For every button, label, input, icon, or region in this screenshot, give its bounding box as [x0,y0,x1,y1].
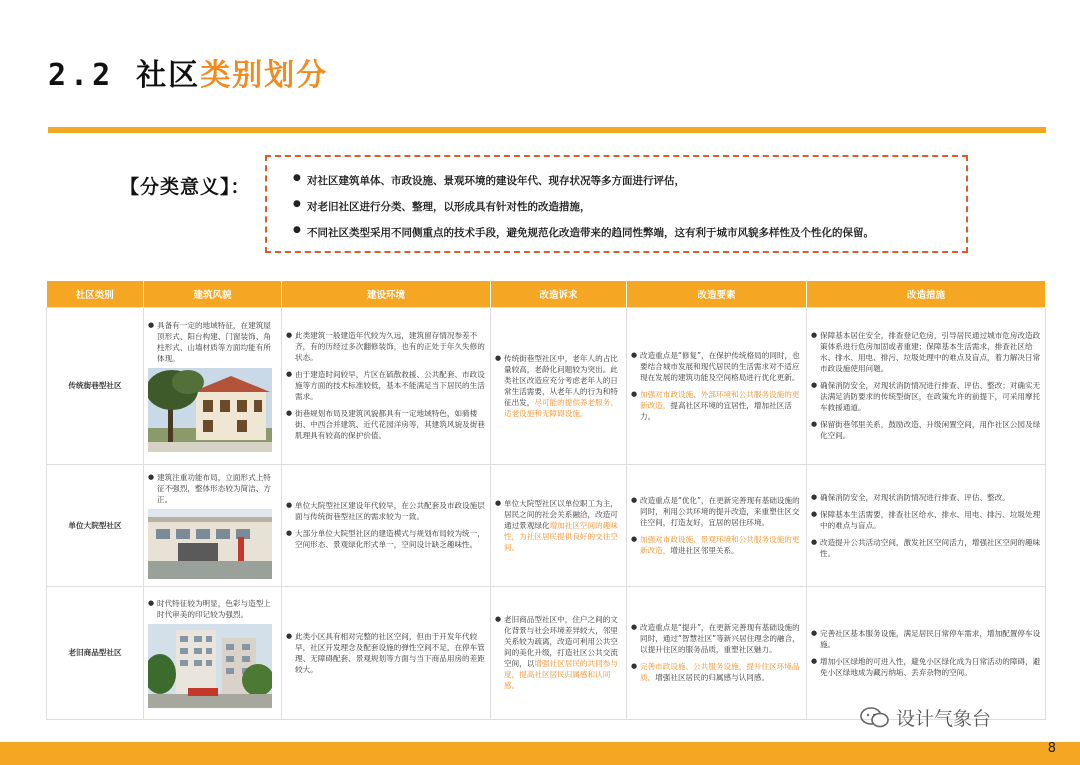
watermark-text: 设计气象台 [896,708,992,730]
demand-text: ● 传统街巷型社区中，老年人的占比量较高，老龄化问题较为突出。此类社区改造应充分考虑老年人的日常生活需要，从老年人的行为和特征出发，尽可能的提供养老服务、适老设施和无障碍设施。 [495,353,622,419]
category-cell: 老旧商品型社区 [47,586,144,719]
significance-item: ● 对社区建筑单体、市政设施、景观环境的建设年代、现存状况等多方面进行评估， [293,173,944,188]
category-cell: 传统街巷型社区 [47,307,144,464]
header-category: 社区类别 [47,281,144,307]
demand-cell [491,464,627,586]
wechat-icon [860,707,890,729]
commercial-housing-photo [148,624,272,708]
title-part-orange: 类别划分 [200,58,329,93]
demand-text: ● 单位大院型社区以单位职工为主，居民之间的社会关系融洽，改造可通过景观绿化增加社区空间的趣味性，为社区居民提供良好的交往空间。 [495,498,622,553]
factor-text: ● 改造重点是“修复”，在保护传统格局的同时，也要结合城市发展和现代居民的生活需求对不适应现在发展的建筑功能及空间格局进行优化更新。 [631,350,802,383]
factor-text: ● 改造重点是“优化”，在更新完善现有基础设施的同时，利用公共环境的提升改造，来重塑住区交往空间，打造友好，宜居的居住环境。 [631,495,802,528]
significance-label: 【分类意义】： [120,176,251,198]
demand-highlight: 尽可能的提供养老服务、适老设施和无障碍设施。 [504,397,618,418]
factor-highlight: 加强对市政设施、景观环境和公共服务设施的更新改造， [640,534,800,555]
factor-text: ● 完善市政设施、公共服务设施，提升住区环境品质，增强社区居民的归属感与认同感。 [631,661,802,683]
measure-text: ● 改造提升公共活动空间，激发社区空间活力，增强社区空间的趣味性。 [811,537,1041,559]
header-demand: 改造诉求 [491,281,627,307]
title-divider [48,127,1046,133]
header-style: 建筑风貌 [144,281,282,307]
demand-text: ● 老旧商品型社区中，住户之间的文化背景与社会环境差异较大，邻里关系较为疏离，改造可利用公共空间的美化升级，打造社区公共交流空间，以增强社区居民的共同参与度，提高社区居民归属感和认同感。 [495,614,622,691]
factor-text: ● 加强对市政设施、景观环境和公共服务设施的更新改造，增进社区邻里关系。 [631,534,802,556]
section-number: 2.2 [48,58,115,93]
demand-cell [491,307,627,464]
factor-highlight: 完善市政设施、公共服务设施，提升住区环境品质， [640,662,800,682]
environment-cell [282,464,491,586]
table-row [47,586,1046,719]
style-text: ● 建筑注重功能布局，立面形式上特征不强烈，整体形态较为简洁、方正。 [148,472,277,505]
environment-text: ● 此类建筑一般建造年代较为久远，建筑留存情况参差不齐，有的历经过多次翻修装饰，也有的正处于年久失修的状态。 [286,330,486,363]
environment-text: ● 大部分单位大院型社区的建造模式与规划布局较为统一，空间形态、景观绿化形式单一，空间设计缺乏趣味性。 [286,528,486,550]
measures-cell [807,307,1046,464]
environment-text: ● 街巷规划布局及建筑风貌都具有一定地域特色，如骑楼街、中西合并建筑、近代花园洋房等，其建筑风貌及街巷肌理具有较高的保护价值。 [286,408,486,441]
factors-cell [627,464,807,586]
measure-text: ● 确保消防安全，对现状消防情况进行排查、评估、整改；对确实无法满足消防要求的传统型街区，在政策允许的前提下，可采用摩托车救援通道。 [811,380,1041,413]
environment-cell [282,307,491,464]
significance-item: ● 对老旧社区进行分类、整理，以形成具有针对性的改造措施， [293,199,944,214]
demand-cell [491,586,627,719]
measures-cell [807,586,1046,719]
table-header-row [47,281,1046,307]
header-environment: 建设环境 [282,281,491,307]
unit-compound-photo [148,509,272,579]
table-row [47,307,1046,464]
measure-text: ● 完善社区基本服务设施，满足居民日常停车需求，增加配置停车设施。 [811,628,1041,650]
factor-text: ● 加强对市政设施、外部环境和公共服务设施的更新改造，提高社区环境的宜居性，增加社区活力。 [631,389,802,422]
significance-box [265,155,968,253]
category-cell: 单位大院型社区 [47,464,144,586]
style-cell [144,464,282,586]
watermark [860,704,991,731]
traditional-street-photo [148,368,272,452]
factors-cell [627,307,807,464]
measure-text: ● 保障基本生活需要，排查社区给水、排水、用电、排污、垃圾处理中的难点与盲点。 [811,509,1041,531]
environment-text: ● 由于建造时间较早，片区在硫散救援、公共配套、市政设施等方面的技术标准较低，基本不能满足当下居民的生活需求。 [286,369,486,402]
significance-item: ● 不同社区类型采用不同侧重点的技术手段，避免规范化改造带来的趋同性弊端，这有利于城市风貌多样性及个性化的保留。 [293,225,944,240]
environment-text: ● 单位大院型社区建设年代较早，在公共配套及市政设施层面与传统街巷型社区的需求较为一致。 [286,500,486,522]
page-number: 8 [1047,741,1056,756]
header-factors: 改造要素 [627,281,807,307]
style-cell [144,307,282,464]
header-measures: 改造措施 [807,281,1046,307]
community-category-table [46,281,1046,720]
factors-cell [627,586,807,719]
demand-highlight: 增强社区居民的共同参与度，提高社区居民归属感和认同感。 [504,659,618,690]
demand-highlight: 增加社区空间的趣味性，为社区居民提供良好的交往空间。 [504,520,618,552]
table-row [47,464,1046,586]
style-text: ● 具备有一定的地域特征，在建筑屋顶形式、阳台构建、门窗装饰、角柱形式、山墙材质等方面均能有所体现。 [148,320,277,364]
environment-text: ● 此类小区具有相对完整的社区空间，但由于开发年代较早，社区开发理念及配套设施的弹性空间不足，在停车管理、无障碍配套、景观规划等方面与当下商品用房的差距较大。 [286,631,486,675]
style-cell [144,586,282,719]
page-title [48,50,328,94]
factor-text: ● 改造重点是“提升”，在更新完善现有基础设施的同时，通过“智慧社区”等新兴居住理念的融合，以提升住区的服务品质，重塑社区魅力。 [631,622,802,655]
measure-text: ● 增加小区绿地的可进入性，避免小区绿化成为日常活动的障碍，避免小区绿地成为藏污纳垢、丢弃杂物的空间。 [811,656,1041,678]
factor-highlight: 加强对市政设施、外部环境和公共服务设施的更新改造， [640,389,800,410]
title-part-black: 社区 [136,58,201,93]
style-text: ● 时代特征较为明显，色彩与造型上时代审美的印记较为强烈。 [148,598,277,620]
measure-text: ● 保留街巷邻里关系，鼓励改造、升级闲置空间，用作社区公园及绿化空间。 [811,419,1041,441]
measure-text: ● 保障基本居住安全，排查登记危房，引导居民通过城市危房改造政策体系进行危房加固或者重建；保障基本生活需求，排查社区给水、排水、用电、排污、垃圾处理中的难点及盲点，着力解决日常市政设施使用问题。 [811,330,1041,374]
measures-cell [807,464,1046,586]
measure-text: ● 确保消防安全，对现状消防情况进行排查、评估、整改。 [811,492,1041,503]
footer-bar [0,742,1080,765]
environment-cell [282,586,491,719]
